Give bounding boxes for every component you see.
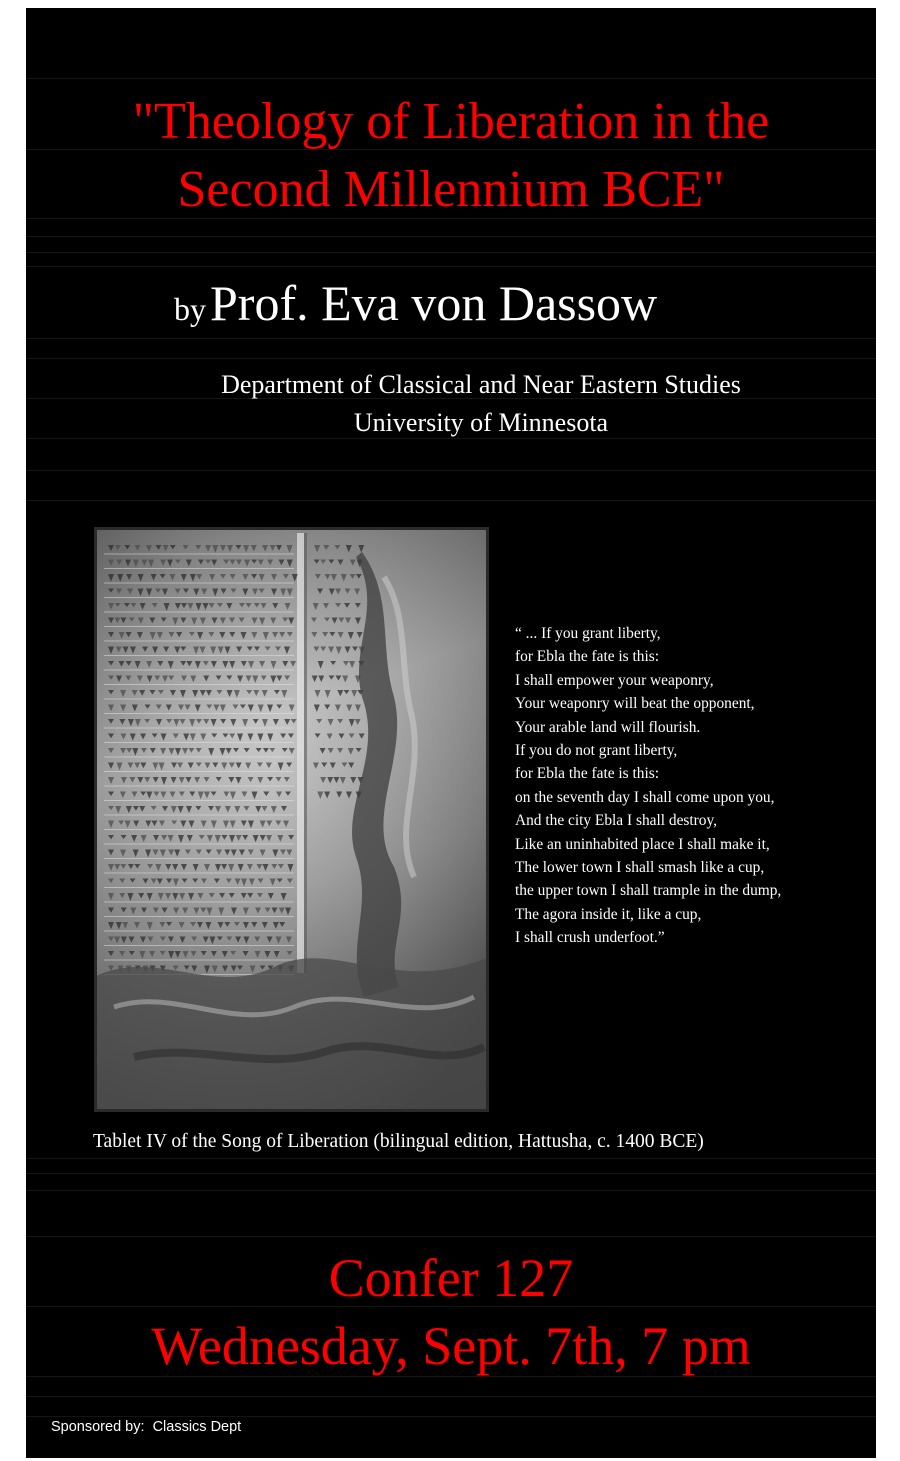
event-details xyxy=(26,1244,876,1380)
sponsor-line: Sponsored by: Classics Dept xyxy=(51,1419,242,1435)
title-line: "Theology of Liberation in the xyxy=(132,93,770,150)
quote-line: If you do not grant liberty, xyxy=(515,742,678,760)
background-line xyxy=(26,500,876,501)
background-line xyxy=(26,470,876,471)
quote-line: the upper town I shall trample in the dump, xyxy=(515,882,782,900)
quote-line: for Ebla the fate is this: xyxy=(515,648,660,666)
poster xyxy=(26,8,876,1458)
quote-line: “ ... If you grant liberty, xyxy=(515,625,661,642)
image-caption: Tablet IV of the Song of Liberation (bilingual edition, Hattusha, c. 1400 BCE) xyxy=(93,1131,704,1152)
event-location: Confer 127 xyxy=(328,1248,574,1308)
speaker-name: Prof. Eva von Dassow xyxy=(210,275,658,331)
lecture-title xyxy=(26,88,876,224)
background-line xyxy=(26,1173,876,1174)
quote-line: The lower town I shall smash like a cup, xyxy=(515,859,765,877)
background-line xyxy=(26,1236,876,1237)
quote-line: And the city Ebla I shall destroy, xyxy=(515,812,718,830)
background-line xyxy=(26,1158,876,1159)
quote-line: Your weaponry will beat the opponent, xyxy=(515,695,755,713)
department-name: Department of Classical and Near Eastern Studies xyxy=(221,370,741,399)
speaker-byline xyxy=(174,274,657,332)
quote-line: I shall crush underfoot.” xyxy=(515,929,665,947)
background-line xyxy=(26,266,876,267)
background-line xyxy=(26,236,876,237)
affiliation xyxy=(156,366,806,442)
background-line xyxy=(26,358,876,359)
cuneiform-tablet-image xyxy=(94,527,489,1112)
by-label: by xyxy=(174,291,206,327)
background-line xyxy=(26,78,876,79)
background-line xyxy=(26,252,876,253)
quote-line: I shall empower your weaponry, xyxy=(515,671,714,689)
quote-line: The agora inside it, like a cup, xyxy=(515,905,702,923)
title-line: Second Millennium BCE" xyxy=(177,161,725,218)
event-date-time: Wednesday, Sept. 7th, 7 pm xyxy=(151,1316,751,1376)
quote-line: Your arable land will flourish. xyxy=(515,718,701,736)
background-line xyxy=(26,338,876,339)
quote-line: Like an uninhabited place I shall make it, xyxy=(515,835,770,853)
background-line xyxy=(26,1190,876,1191)
background-line xyxy=(26,1416,876,1417)
quote-line: on the seventh day I shall come upon you, xyxy=(515,788,775,806)
quote-line: for Ebla the fate is this: xyxy=(515,765,660,783)
background-line xyxy=(26,1396,876,1397)
cuneiform-tablet-drawing xyxy=(94,527,489,1112)
university-name: University of Minnesota xyxy=(353,408,609,437)
song-of-liberation-quote xyxy=(515,622,865,950)
